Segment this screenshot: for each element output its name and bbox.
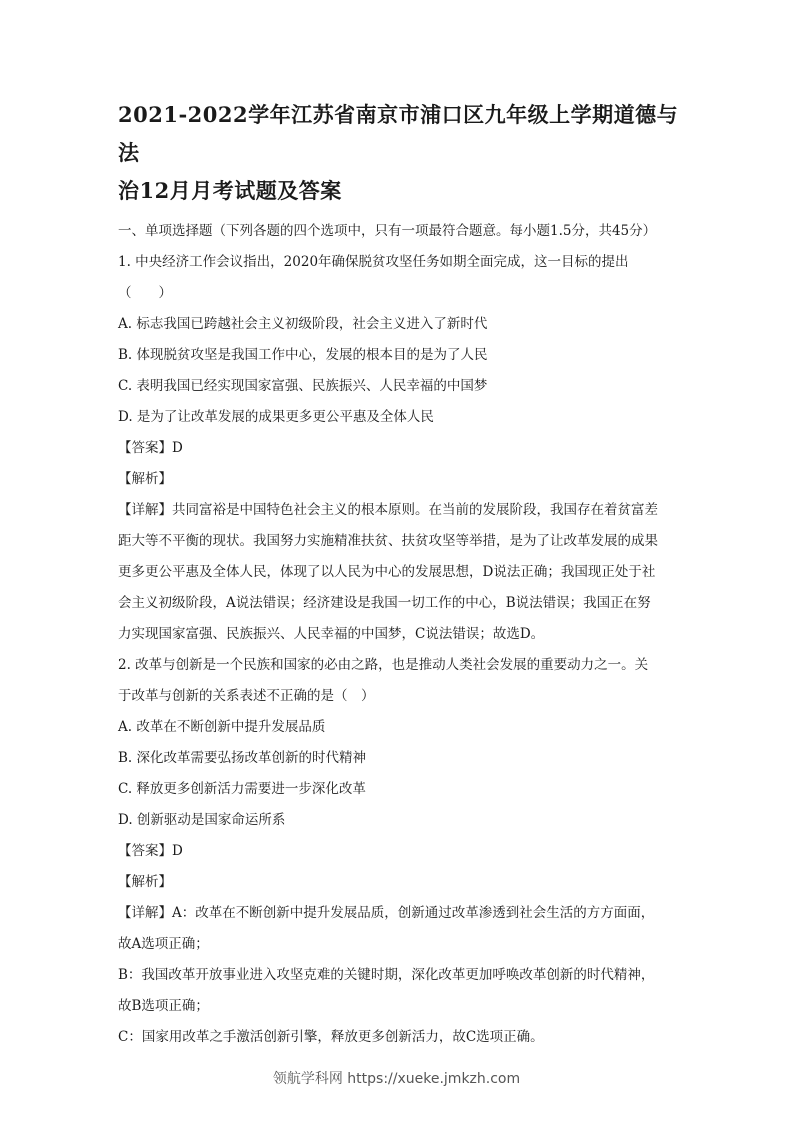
detail-line: B：我国改革开放事业进入攻坚克难的关键时期，深化改革更加呼唤改革创新的时代精神， <box>118 967 655 983</box>
analysis-label: 【解析】 <box>118 471 172 487</box>
analysis-label: 【解析】 <box>118 874 172 890</box>
answer: 【答案】D <box>118 843 183 859</box>
option-b: B. 深化改革需要弘扬改革创新的时代精神 <box>118 750 367 766</box>
title-line-1: 2021-2022学年江苏省南京市浦口区九年级上学期道德与法 <box>118 102 679 165</box>
detail-line: 故B选项正确； <box>118 998 209 1014</box>
option-c: C. 释放更多创新活力需要进一步深化改革 <box>118 781 366 797</box>
section-header: 一、单项选择题（下列各题的四个选项中，只有一项最符合题意。每小题1.5分，共45分） <box>118 223 657 239</box>
question-1 <box>118 247 682 650</box>
option-c: C. 表明我国已经实现国家富强、民族振兴、人民幸福的中国梦 <box>118 378 488 394</box>
footer-watermark: 领航学科网 https://xueke.jmkzh.com <box>272 1071 521 1087</box>
option-d: D. 创新驱动是国家命运所系 <box>118 812 286 828</box>
question-2 <box>118 650 682 1053</box>
option-b: B. 体现脱贫攻坚是我国工作中心，发展的根本目的是为了人民 <box>118 347 488 363</box>
option-d: D. 是为了让改革发展的成果更多更公平惠及全体人民 <box>118 409 434 425</box>
option-a: A. 改革在不断创新中提升发展品质 <box>118 719 326 735</box>
detail-line: 力实现国家富强、民族振兴、人民幸福的中国梦，C说法错误；故选D。 <box>118 626 545 642</box>
question-stem: 1. 中央经济工作会议指出，2020年确保脱贫攻坚任务如期全面完成，这一目标的提出 <box>118 254 629 270</box>
title-line-2: 治12月月考试题及答案 <box>118 178 342 203</box>
option-a: A. 标志我国已跨越社会主义初级阶段，社会主义进入了新时代 <box>118 316 488 332</box>
detail-line: 【详解】共同富裕是中国特色社会主义的根本原则。在当前的发展阶段，我国存在着贫富差 <box>118 502 658 518</box>
document-page <box>118 96 682 1053</box>
answer: 【答案】D <box>118 440 183 456</box>
detail-line: C：国家用改革之手激活创新引擎，释放更多创新活力，故C选项正确。 <box>118 1029 544 1045</box>
question-stem-bracket: （ ） <box>118 285 172 301</box>
detail-line: 会主义初级阶段，A说法错误；经济建设是我国一切工作的中心，B说法错误；我国正在努 <box>118 595 651 611</box>
detail-line: 距大等不平衡的现状。我国努力实施精准扶贫、扶贫攻坚等举措，是为了让改革发展的成果 <box>118 533 658 549</box>
detail-line: 故A选项正确； <box>118 936 209 952</box>
document-title <box>118 96 682 210</box>
question-stem: 2. 改革与创新是一个民族和国家的必由之路，也是推动人类社会发展的重要动力之一。关 <box>118 657 649 673</box>
detail-line: 【详解】A：改革在不断创新中提升发展品质，创新通过改革渗透到社会生活的方方面面， <box>118 905 655 921</box>
detail-line: 更多更公平惠及全体人民，体现了以人民为中心的发展思想，D说法正确；我国现正处于社 <box>118 564 656 580</box>
question-stem-continued: 于改革与创新的关系表述不正确的是（ ） <box>118 688 375 704</box>
